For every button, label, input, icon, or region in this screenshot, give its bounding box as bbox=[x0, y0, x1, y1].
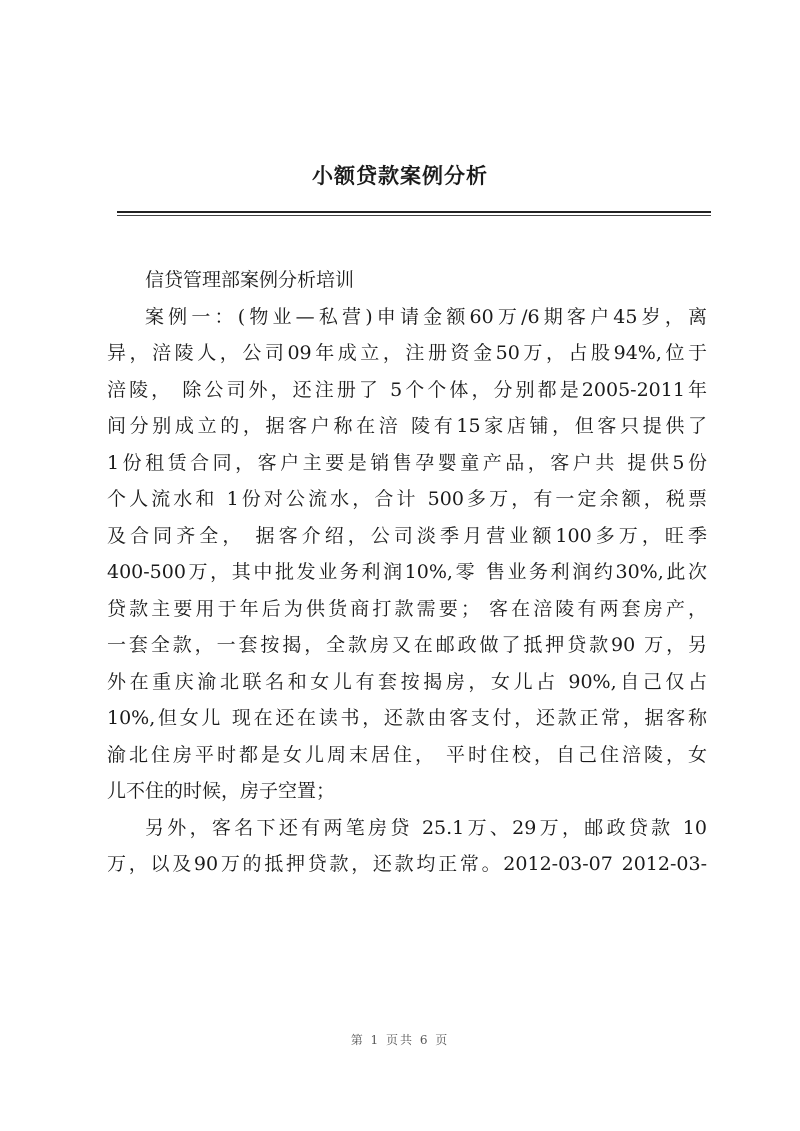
paragraph-line: 儿不住的时候，房子空置； bbox=[107, 780, 336, 802]
document-body bbox=[107, 262, 707, 883]
paragraph-line: 400-500万，其中批发业务利润10%,零 售业务利润约30%,此次 bbox=[107, 561, 707, 583]
paragraph-line: 1份租赁合同，客户主要是销售孕婴童产品，客户共 提供5份 bbox=[107, 451, 707, 474]
section-heading: 信贷管理部案例分析培训 bbox=[145, 269, 355, 291]
paragraph-line: 贷款主要用于年后为供货商打款需要； 客在涪陵有两套房产， bbox=[107, 597, 707, 620]
paragraph-line: 间分别成立的，据客户称在涪 陵有15家店铺，但客只提供了 bbox=[107, 415, 707, 437]
paragraph-line: 万，以及90万的抵押贷款，还款均正常。2012-03-07 2012-03- bbox=[107, 853, 707, 875]
paragraph-line: 及合同齐全， 据客介绍，公司淡季月营业额100多万，旺季 bbox=[107, 524, 707, 547]
page-number-footer: 第 1 页共 6 页 bbox=[350, 1033, 450, 1047]
paragraph-line: 涪陵， 除公司外，还注册了 5个个体，分别都是2005-2011年 bbox=[107, 378, 707, 401]
title-divider-thin bbox=[117, 215, 711, 216]
paragraph-line: 个人流水和 1份对公流水，合计 500多万，有一定余额，税票 bbox=[107, 488, 707, 510]
paragraph-line: 异，涪陵人，公司09年成立，注册资金50万，占股94%,位于 bbox=[107, 342, 707, 364]
document-title: 小额贷款案例分析 bbox=[312, 163, 488, 188]
paragraph-line: 10%,但女儿 现在还在读书，还款由客支付，还款正常，据客称 bbox=[107, 707, 707, 729]
paragraph-line: 案例一：(物业—私营)申请金额60万/6期客户45岁，离 bbox=[145, 305, 707, 328]
paragraph-line: 渝北住房平时都是女儿周末居住， 平时住校，自己住涪陵，女 bbox=[107, 743, 707, 766]
paragraph-line: 外在重庆渝北联名和女儿有套按揭房，女儿占 90%,自己仅占 bbox=[107, 670, 707, 693]
paragraph-line: 另外，客名下还有两笔房贷 25.1万、29万，邮政贷款 10 bbox=[145, 816, 707, 839]
title-divider bbox=[117, 211, 711, 213]
paragraph-line: 一套全款，一套按揭，全款房又在邮政做了抵押贷款90 万，另 bbox=[107, 634, 707, 656]
